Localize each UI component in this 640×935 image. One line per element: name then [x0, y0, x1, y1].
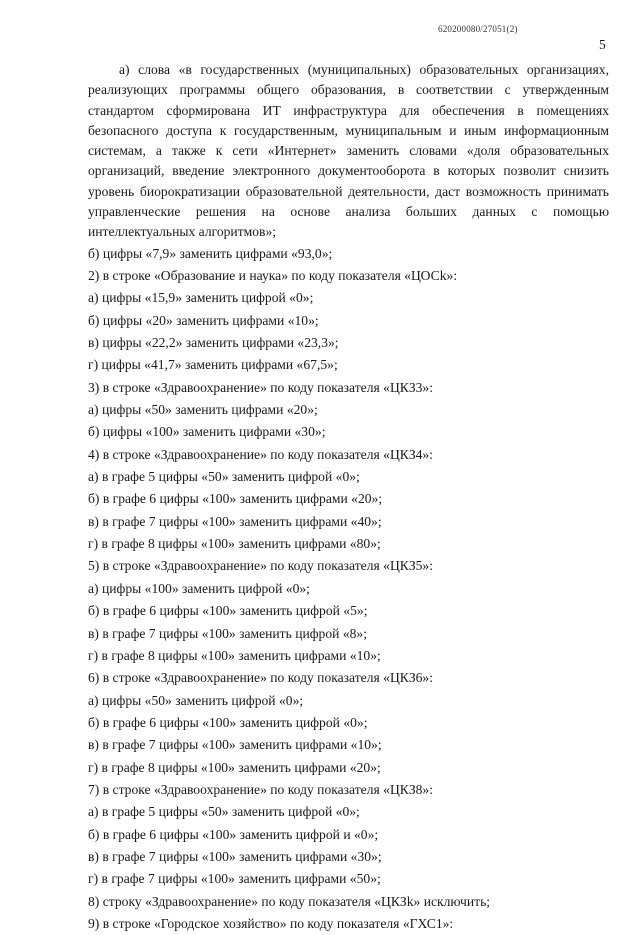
amendment-line: г) в графе 8 цифры «100» заменить цифрами «10»; [88, 647, 381, 663]
page-number: 5 [599, 37, 606, 52]
amendment-line: а) цифры «100» заменить цифрой «0»; [88, 580, 310, 596]
amendment-line: б) в графе 6 цифры «100» заменить цифрой «0»; [88, 714, 368, 730]
amendment-line: б) цифры «100» заменить цифрами «30»; [88, 424, 326, 440]
amendment-line: 2) в строке «Образование и наука» по коду показателя «ЦОСk»: [88, 268, 458, 284]
amendment-line: 3) в строке «Здравоохранение» по коду показателя «ЦКЗ3»: [88, 379, 434, 395]
amendment-line: в) в графе 7 цифры «100» заменить цифрами «10»; [88, 737, 382, 753]
amendment-line: 4) в строке «Здравоохранение» по коду показателя «ЦКЗ4»: [88, 446, 434, 462]
amendment-line: а) цифры «50» заменить цифрами «20»; [88, 402, 318, 418]
amendment-line: б) цифры «7,9» заменить цифрами «93,0»; [88, 245, 333, 261]
document-body [88, 60, 609, 935]
amendment-line: а) в графе 5 цифры «50» заменить цифрой «0»; [88, 804, 360, 820]
amendment-line: в) в графе 7 цифры «100» заменить цифрами «30»; [88, 848, 382, 864]
amendment-line: б) в графе 6 цифры «100» заменить цифрой и «0»; [88, 826, 379, 842]
amendment-line: б) цифры «20» заменить цифрами «10»; [88, 312, 319, 328]
amendment-line: а) цифры «15,9» заменить цифрой «0»; [88, 290, 314, 306]
document-code: 620200080/27051(2) [438, 24, 518, 34]
amendment-line: б) в графе 6 цифры «100» заменить цифрой «5»; [88, 603, 368, 619]
amendment-line: 8) строку «Здравоохранение» по коду показателя «ЦКЗk» исключить; [88, 893, 491, 909]
amendment-line: 7) в строке «Здравоохранение» по коду показателя «ЦКЗ8»: [88, 781, 434, 797]
amendment-list [88, 243, 609, 935]
amendment-line: 9) в строке «Городское хозяйство» по коду показателя «ГХС1»: [88, 915, 454, 931]
amendment-line: 6) в строке «Здравоохранение» по коду показателя «ЦКЗ6»: [88, 670, 434, 686]
amendment-line: а) в графе 5 цифры «50» заменить цифрой «0»; [88, 469, 360, 485]
amendment-line: б) в графе 6 цифры «100» заменить цифрами «20»; [88, 491, 383, 507]
amendment-line: г) цифры «41,7» заменить цифрами «67,5»; [88, 357, 338, 373]
paragraph-amendment-a: а) слова «в государственных (муниципальных) образовательных организациях, реализующих программы общего образования, в соответствии с утвержденным стандартом сформирована ИТ инфраструктура для обеспечения в помещениях безопасного доступа к государственным, муниципальным и иным информационным системам, а также к сети «Интернет» заменить словами «доля образовательных организаций, введение электронного документооборота в которых позволит снизить уровень биорократизации образовательной деятельности, даст возможность принимать управленческие решения на основе анализа больших данных с помощью интеллектуальных алгоритмов»; [88, 62, 609, 240]
amendment-line: г) в графе 7 цифры «100» заменить цифрами «50»; [88, 871, 381, 887]
amendment-line: 5) в строке «Здравоохранение» по коду показателя «ЦКЗ5»: [88, 558, 434, 574]
amendment-line: а) цифры «50» заменить цифрой «0»; [88, 692, 304, 708]
amendment-line: в) цифры «22,2» заменить цифрами «23,3»; [88, 335, 339, 351]
amendment-line: г) в графе 8 цифры «100» заменить цифрами «80»; [88, 536, 381, 552]
amendment-line: в) в графе 7 цифры «100» заменить цифрами «40»; [88, 513, 382, 529]
amendment-line: г) в графе 8 цифры «100» заменить цифрами «20»; [88, 759, 381, 775]
amendment-line: в) в графе 7 цифры «100» заменить цифрой «8»; [88, 625, 367, 641]
